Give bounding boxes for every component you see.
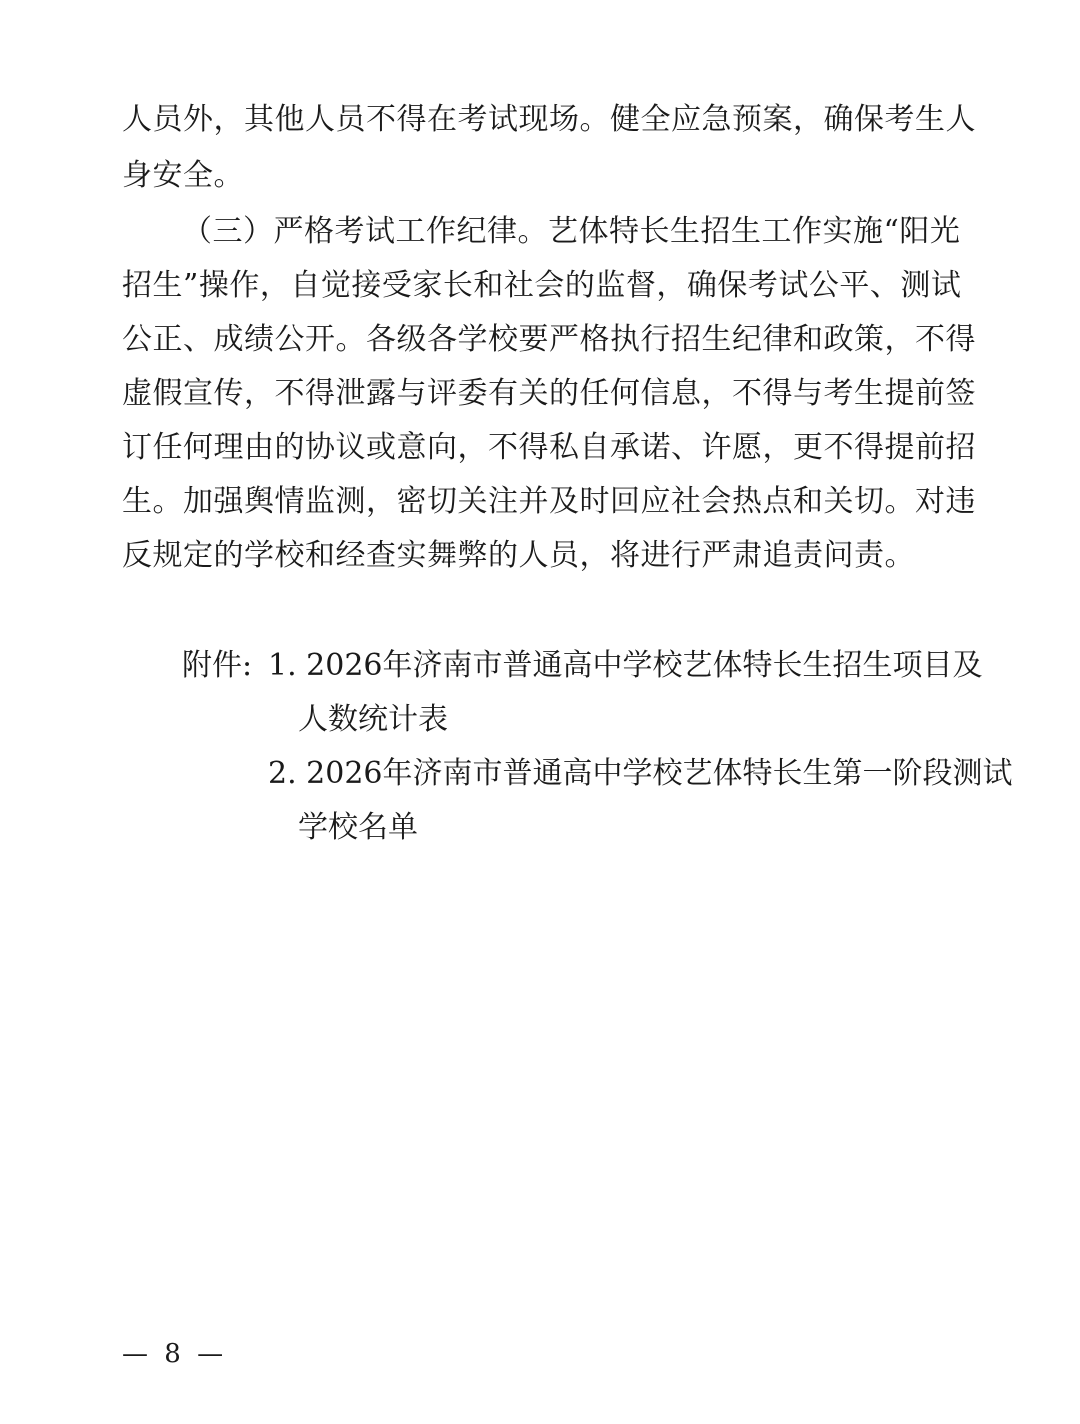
attachment-2-title-continued: 学校名单 xyxy=(298,810,418,845)
body-line-1: 人员外，其他人员不得在考试现场。健全应急预案，确保考生人 xyxy=(122,102,976,137)
attachment-2-title: 2. 2026年济南市普通高中学校艺体特长生第一阶段测试 xyxy=(268,756,1013,791)
body-line-6: 虚假宣传，不得泄露与评委有关的任何信息，不得与考生提前签 xyxy=(122,376,976,411)
body-line-4: 招生”操作，自觉接受家长和社会的监督，确保考试公平、测试 xyxy=(122,268,962,303)
body-line-8: 生。加强舆情监测，密切关注并及时回应社会热点和关切。对违 xyxy=(122,484,976,519)
attachments-label: 附件: xyxy=(182,648,253,683)
body-line-9: 反规定的学校和经查实舞弊的人员，将进行严肃追责问责。 xyxy=(122,538,915,573)
attachment-1-title-continued: 人数统计表 xyxy=(298,702,448,737)
attachment-1-title: 1. 2026年济南市普通高中学校艺体特长生招生项目及 xyxy=(268,648,983,683)
body-line-5: 公正、成绩公开。各级各学校要严格执行招生纪律和政策，不得 xyxy=(122,322,976,357)
section-three-heading-line: （三）严格考试工作纪律。艺体特长生招生工作实施“阳光 xyxy=(182,214,961,249)
page-number: — 8 — xyxy=(122,1339,228,1369)
body-line-2: 身安全。 xyxy=(122,158,244,193)
body-line-7: 订任何理由的协议或意向，不得私自承诺、许愿，更不得提前招 xyxy=(122,430,976,465)
